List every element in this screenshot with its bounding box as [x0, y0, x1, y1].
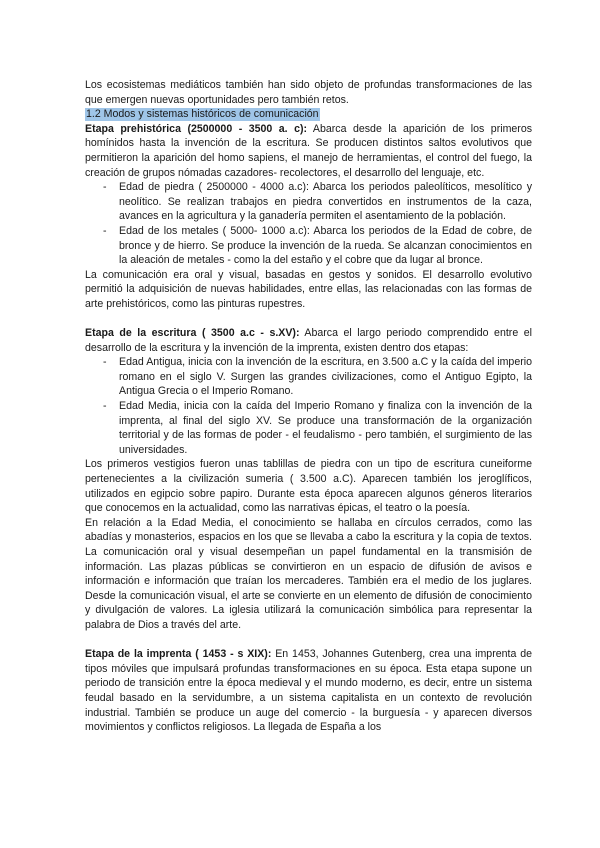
prehistoria-body: Abarca desde la aparición de los primeros homínidos hasta la invención de la escritura. Se producen distintos saltos evolutivos que permitieron la aparición del homo sapiens, el manejo de herramientas, el control del fuego, la creación de grupos nómadas cazadores- recolectores, el desarrollo del lenguaje, etc. [85, 122, 533, 179]
section-heading[interactable]: 1.2 Modos y sistemas históricos de comunicación [86, 108, 319, 121]
dash-bullet: - [103, 356, 107, 369]
dash-bullet: - [103, 400, 107, 413]
dash-bullet: - [103, 181, 107, 194]
escritura-paragraph [85, 326, 532, 355]
imprenta-title: Etapa de la imprenta ( 1453 - s XIX): [85, 648, 272, 661]
list-item: - Edad Antigua, inicia con la invención de la escritura, en 3.500 a.C y la caída del imperio romano en el siglo V. Surgen las grandes civilizaciones, como el Antiguo Egipto, la Antigua Grecia o el Imperio Romano. [103, 356, 532, 398]
prehistoria-title: Etapa prehistórica (2500000 - 3500 a. c): [85, 122, 308, 135]
list-item: - Edad de los metales ( 5000- 1000 a.c): Abarca los periodos de la Edad de cobre, de bronce y de hierro. Se produce la invención de la rueda. Se alcanzan conocimientos en la aleación de metales - como la del estaño y el cobre que da lugar al bronce. [103, 224, 532, 267]
escritura-edad-media-paragraph: En relación a la Edad Media, el conocimiento se hallaba en círculos cerrados, como las abadías y monasterios, espacios en los que se llevaba a cabo la escritura y la copia de textos. La comunicación oral y visual desempeñan un papel fundamental en la transmisión de información. Las plazas públicas se convirtieron en un espacio de difusión de avisos e información e información que traían los mercaderes. También era el medio de los juglares. Desde la comunicación visual, el arte se convierte en un elemento de difusión de conocimiento y divulgación de valores. La iglesia utilizará la comunicación simbólica para representar la palabra de Dios a través del arte. [85, 516, 532, 631]
escritura-vestigios-paragraph: Los primeros vestigios fueron unas tablillas de piedra con un tipo de escritura cuneiforme pertenecientes a la civilización sumeria ( 3.500 a.C). Aparecen también los jeroglíficos, utilizados en egipcio sobre papiro. Durante esta época aparecen algunos géneros literarios que conocemos en la actualidad, como las narrativas épicas, el teatro o la poesía. [85, 458, 532, 515]
imprenta-paragraph [85, 647, 532, 735]
document-body [85, 78, 532, 735]
list-item: - Edad Media, inicia con la caída del Imperio Romano y finaliza con la invención de la imprenta, al final del siglo XV. Se produce una transformación de la organización territorial y de las formas de poder - el feudalismo - pero también, el surgimiento de las universidades. [103, 400, 532, 456]
spacer [85, 633, 532, 648]
escritura-body: Abarca el largo periodo comprendido entre el desarrollo de la escritura y la invención de la imprenta, existen dentro dos etapas: [85, 327, 532, 354]
spacer [85, 312, 532, 327]
prehistoria-after-paragraph: La comunicación era oral y visual, basadas en gestos y sonidos. El desarrollo evolutivo permitió la adquisición de nuevas habilidades, entre ellas, las relacionadas con las formas de arte prehistóricos, como las pinturas rupestres. [85, 268, 532, 310]
intro-paragraph: Los ecosistemas mediáticos también han sido objeto de profundas transformaciones de las que emergen nuevas oportunidades pero también retos. [85, 79, 532, 106]
prehistoria-paragraph [85, 122, 532, 180]
list-item: - Edad de piedra ( 2500000 - 4000 a.c): Abarca los periodos paleolíticos, mesolítico y neolítico. Se realizan trabajos en piedra convertidos en instrumentos de la caza, avances en la agricultura y la ganadería permiten el asentamiento de la población. [103, 181, 532, 223]
section-heading-line [85, 107, 532, 122]
prehistoria-list [85, 180, 532, 268]
escritura-list [85, 355, 532, 457]
dash-bullet: - [103, 224, 107, 237]
escritura-title: Etapa de la escritura ( 3500 a.c - s.XV): [85, 327, 300, 340]
imprenta-body: En 1453, Johannes Gutenberg, crea una imprenta de tipos móviles que impulsará profundas transformaciones en su época. Esta etapa supone un periodo de transición entre la época medieval y el mundo moderno, es decir, entre un sistema feudal basado en la servidumbre, a un sistema capitalista en un contexto de revolución industrial. También se produce un auge del comercio - la burguesía - y aparecen diversos movimientos y conflictos religiosos. La llegada de España a los [85, 648, 532, 734]
